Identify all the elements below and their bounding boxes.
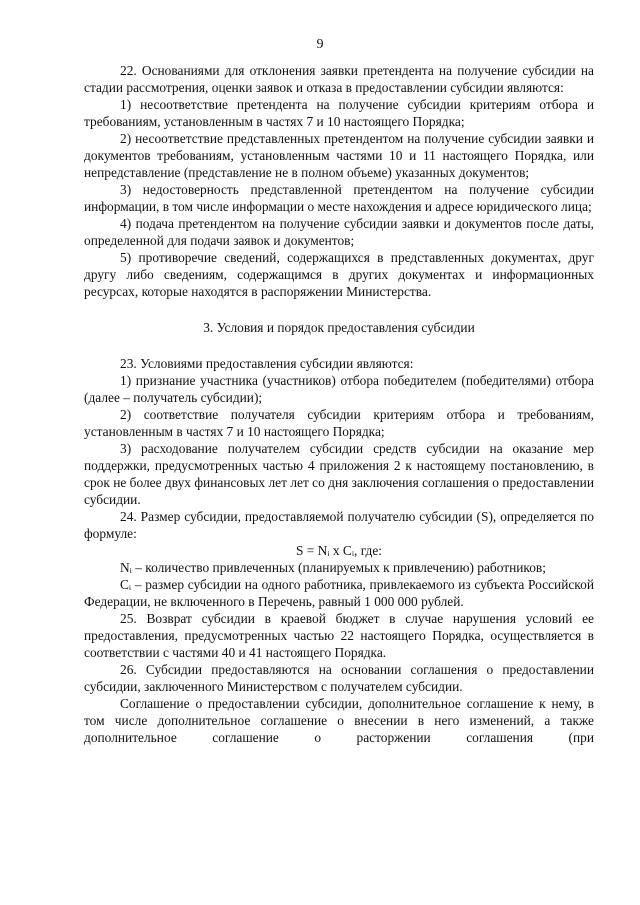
formula: S = Nᵢ x Cᵢ, где: — [295, 543, 383, 558]
page-number: 9 — [316, 37, 324, 52]
paragraph-23: 23. Условиями предоставления субсидии являются: — [120, 356, 414, 371]
list-item-23-3: 3) расходование получателем субсидии средств субсидии на оказание мер поддержки, предусмотренных частью 4 приложения 2 к настоящему постановлению, в срок не более двух финансовых лет лет со дня заключения соглашения о предоставлении субсидии. — [84, 441, 594, 507]
list-item-22-1: 1) несоответствие претендента на получение субсидии критериям отбора и требованиям, установленным в частях 7 и 10 настоящего Порядка; — [84, 97, 594, 129]
formula-definition-n: Nᵢ – количество привлеченных (планируемых к привлечению) работников; — [120, 560, 546, 575]
list-item-22-2: 2) несоответствие представленных претендентом на получение субсидии заявки и документов требованиям, установленным частями 10 и 11 настоящего Порядка, или непредставление (представление не в полном объеме) указанных документов; — [84, 131, 594, 180]
section-title: 3. Условия и порядок предоставления субсидии — [203, 320, 475, 335]
document-body — [84, 62, 594, 746]
paragraph-22: 22. Основаниями для отклонения заявки претендента на получение субсидии на стадии рассмотрения, оценки заявок и отказа в предоставлении субсидии являются: — [84, 63, 594, 95]
list-item-22-4: 4) подача претендентом на получение субсидии заявки и документов после даты, определенной для подачи заявок и документов; — [84, 216, 594, 248]
list-item-22-3: 3) недостоверность представленной претендентом на получение субсидии информации, в том числе информации о месте нахождения и адресе юридического лица; — [84, 182, 594, 214]
list-item-23-1: 1) признание участника (участников) отбора победителем (победителями) отбора (далее – получатель субсидии); — [84, 373, 594, 405]
list-item-22-5: 5) противоречие сведений, содержащихся в представленных документах, друг другу либо сведениям, содержащимся в других документах и информационных ресурсах, которые находятся в распоряжении Министерства. — [84, 250, 594, 299]
paragraph-25: 25. Возврат субсидии в краевой бюджет в случае нарушения условий ее предоставления, предусмотренных частью 22 настоящего Порядка, осуществляется в соответствии с частями 40 и 41 настоящего Порядка. — [84, 611, 594, 660]
paragraph-agreement: Соглашение о предоставлении субсидии, дополнительное соглашение к нему, в том числе дополнительное соглашение о внесении в него изменений, а также дополнительное соглашение о расторжении соглашения (при — [84, 696, 594, 745]
paragraph-26: 26. Субсидии предоставляются на основании соглашения о предоставлении субсидии, заключенного Министерством с получателем субсидии. — [84, 662, 594, 694]
paragraph-24: 24. Размер субсидии, предоставляемой получателю субсидии (S), определяется по формуле: — [84, 509, 594, 541]
list-item-23-2: 2) соответствие получателя субсидии критериям отбора и требованиям, установленным в частях 7 и 10 настоящего Порядка; — [84, 407, 594, 439]
formula-definition-c: Cᵢ – размер субсидии на одного работника, привлекаемого из субъекта Российской Федерации, не включенного в Перечень, равный 1 000 000 рублей. — [84, 577, 594, 609]
